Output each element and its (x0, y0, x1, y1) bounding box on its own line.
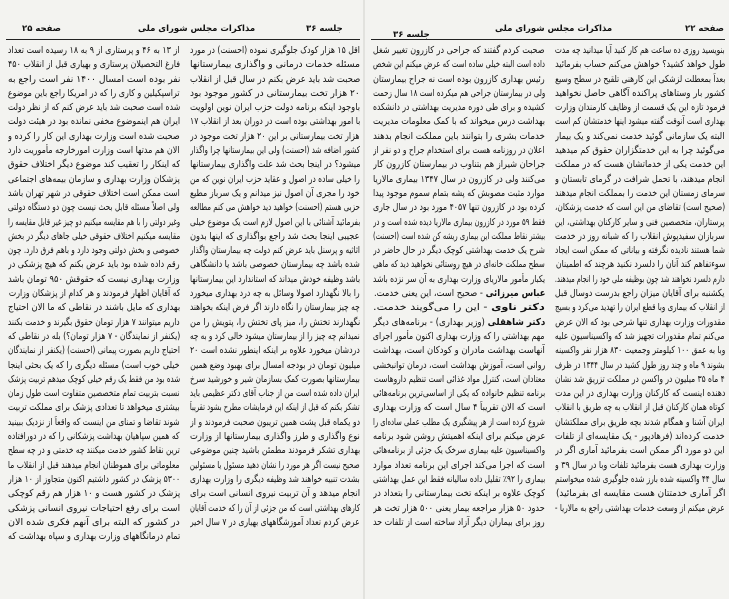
line-text: است که الان تقریباً ۴ سال است که وزارت بهداری (373, 402, 545, 414)
text-line (373, 244, 545, 258)
running-title: مذاکرات مجلس شورای ملی (495, 24, 613, 34)
line-text: خدمات بشری را بتوانند باین مملکت انجام بدهند (373, 130, 545, 142)
text-line (373, 273, 545, 287)
text-line (190, 144, 360, 158)
line-text: مسئله خدمات درمانی و واگذاری بیمارستانها (190, 59, 360, 71)
line-text: البته یک سازمانی گوئید خدمت نمی‌کند و یک بیمار (555, 130, 725, 142)
text-line (373, 287, 545, 301)
line-text: صحبت شده است وزارت بهداری این کار را کرده و (8, 130, 180, 142)
line-text: بیمارستانها بصورت کمک بسازمان شیر و خورشید سرخ (190, 373, 360, 385)
text-line (190, 287, 360, 301)
line-text: با امور بهداشتی بوده است در دوران بعد از انقلاب ۱۷ (190, 116, 360, 128)
text-line (190, 316, 360, 330)
text-line (190, 87, 360, 101)
text-line (373, 258, 545, 272)
line-text: می‌کنم تمام مقدورات تجهیز شد که واکسیناسیون علیه (555, 330, 725, 342)
line-text: است برای رفع احتیاجات نیروی انسانی پزشکی (8, 502, 180, 514)
line-text: ولی اصلاً مسئله قابل بحث نیست چون دو دستگاه دولتی (8, 202, 180, 214)
text-line (373, 216, 545, 230)
text-line (8, 73, 180, 87)
text-line (373, 459, 545, 473)
line-text: است که اجرا می‌کند اجرای این برنامه تعداد موارد (373, 459, 545, 471)
text-line (190, 344, 360, 358)
text-line (555, 87, 725, 101)
line-text: کارهای بهداشتی است که من جزئی از آن را که خدمت آقایان (190, 502, 360, 514)
line-text: کشور بار وستاهای پراکنده آگاهی حاصل نخواهید (555, 87, 725, 99)
line-text: بشدت تنبیه خواهند شد وظیفه دیگری را وزارت بهداری (190, 473, 360, 485)
line-text: چه چیز بیمارستان را نگاه دارند اگر فرض اینکه بخواهند (190, 302, 360, 314)
text-line (8, 216, 180, 230)
line-text: حزبی هستم (احسنت) خواهید دید خواهش می کنم مطالعه (190, 202, 360, 214)
text-line (555, 73, 725, 87)
line-text: بنویسید روزی ده ساعت هم کار کنید آیا میدانید چه مدت (555, 45, 725, 56)
line-text: صحیح نیست اگر هر مورد را نشان دهید مسئول یا مسئولین (190, 459, 360, 471)
line-text: این دو مورد اگر ممکن است بفرمائید آماری اگر در (555, 445, 725, 457)
line-text: بیشتر نقاط مملکت این بیماری ریشه کن شده است (احسنت) (373, 230, 545, 242)
line-text: میلیون تومان در بودجه امسال برای بهبود وضع همین (190, 359, 360, 371)
text-line (190, 473, 360, 487)
line-text: ۴ ماه ۳۵ میلیون در واکسن در مملکت تزریق شد نشان (555, 373, 725, 385)
text-line (555, 187, 725, 201)
text-line (190, 502, 360, 516)
line-text: باوجود اینکه برنامه دولت حزب ایران نوین اولویت (190, 102, 360, 114)
text-line (373, 502, 545, 516)
text-line (8, 387, 180, 401)
text-line (8, 459, 180, 473)
line-text: بهداری که مایل باشند در نقاطی که ما الان احتیاج (8, 302, 180, 314)
line-text: مهم بهداشتی را که وزارت بهداری اکنون مأمور اجرای (373, 330, 545, 342)
right-page (365, 0, 729, 599)
text-line (190, 487, 360, 501)
line-text: اگر آماری خدمتتان هست مقایسه ای بفرمائید) (555, 488, 725, 500)
line-text: فارغ التحصیلان پرستاری و بهیاری قبل از انقلاب ۴۵۰ (8, 59, 180, 71)
text-line (190, 58, 360, 72)
text-line (190, 387, 360, 401)
line-text: در کشور که البته برای آنهم فکری شده الان (8, 516, 180, 528)
text-line (8, 373, 180, 387)
line-text: بیشتری میخواهد تا تعدادی پزشک برای مملکت تربیت (8, 402, 180, 414)
line-text: شروع کرده است از هر پیشگیری یک مطلب عملی ساده‌ای را (373, 416, 545, 428)
text-column-right (555, 44, 725, 516)
line-text: فقط ۵۹ مورد در کازرون بیماری مالاریا دیده شده است و در (373, 216, 545, 228)
line-text: احتیاج داریم بصورت پیمانی (احسنت) (یکنفر از نمایندگان (8, 345, 180, 357)
line-text: نسبت بتربیت تمام متخصصین متفاوت است طول زمان (8, 388, 180, 400)
text-line (8, 158, 180, 172)
line-text: میشود؟ در اینجا بحث شد علت واگذاری بیمارستانها (190, 159, 360, 171)
text-line (8, 401, 180, 415)
text-line (373, 401, 545, 415)
text-line (555, 216, 725, 230)
line-text: (صحیح است) تقاضای من این است که خدمت پزشکان، (555, 202, 725, 214)
text-line (8, 502, 180, 516)
line-text: خصوصی و بخش دولتی وجود دارد و باهم فرق دارد. چون (8, 245, 180, 257)
speaker-line (373, 301, 545, 315)
text-line (555, 416, 725, 430)
speech-text: (وزیر بهداری) - برنامه‌های دیگر (373, 316, 488, 328)
text-line (555, 502, 725, 516)
text-line (190, 101, 360, 115)
line-text: جراحان شیراز هم بتناوب در بیمارستان کازرون کار (373, 159, 545, 171)
line-text: که همین سپاهیان بهداشت پزشکانی را که در دورافتاده (8, 431, 180, 443)
text-line (8, 330, 180, 344)
text-line (190, 273, 360, 287)
text-column-left (373, 44, 545, 530)
line-text: این خدمت یکی از خدماتشان هست که در مملکت (555, 159, 725, 171)
line-text: رئیس بهداری کازرون بوده است نه جراح بیمارستان (373, 73, 545, 85)
running-title: مذاکرات مجلس شورای ملی (138, 24, 256, 34)
text-line (190, 430, 360, 444)
text-line (190, 115, 360, 129)
line-text: موارد مثبت مصوبش که پشه بتمام سموم موجود پیدا (373, 187, 545, 199)
line-text: وبا به عمق ۱۰۰ کیلومتر وجمعیت ۸۳۰ هزار نفر واکسینه (555, 345, 725, 357)
text-line (555, 201, 725, 215)
line-text: سال ۴۴ واکسینه شده بارز شده جلوگیری شده میخواستم (555, 473, 725, 485)
page-number: صفحه ۲۲ (685, 24, 724, 34)
text-line (190, 173, 360, 187)
text-line (8, 273, 180, 287)
text-line (373, 130, 545, 144)
text-line (190, 216, 360, 230)
text-line (555, 158, 725, 172)
header-rule (371, 39, 725, 40)
text-line (373, 387, 545, 401)
text-line (190, 416, 360, 430)
text-line (8, 201, 180, 215)
line-text: می‌کنند ولی در کازرون در سال ۱۳۴۷ بیماری مالاریا (373, 173, 545, 185)
line-text: انجام میدهند، با تحمل شرافت در گرمای تابستان و (555, 173, 725, 185)
text-line (190, 201, 360, 215)
text-line (555, 144, 725, 158)
text-line (8, 244, 180, 258)
line-text: سرمای زمستان این خدمت را بمملکت انجام میدهند (555, 187, 725, 199)
text-line (190, 73, 360, 87)
text-line (555, 344, 725, 358)
line-text: سربازان سفیدپوش انقلاب را که شبانه روز در خدمت (555, 230, 725, 242)
line-text: سطح مملکت خانه‌ای در هیچ روستائی نخواهید دید که ماهی (373, 259, 545, 271)
line-text: وغیر دولتی را با هم مقایسه میکنیم دو چیز غیر قابل مقایسه را (8, 216, 180, 228)
line-text: بفرمائید آشنائی با این اصول لازم است یک موضوع خیلی (190, 216, 360, 228)
text-line (190, 244, 360, 258)
text-line (373, 230, 545, 244)
line-text: ۵۳۰۰ پزشک در کشور داشتیم اکنون متجاوز از ۱۰ هزار (8, 473, 180, 485)
line-text: نگهدارند تختش را، میز پای تختش را، پتویش را من (190, 316, 360, 328)
line-text: سوءتفاهم کند آنان را دلسرد نکنید هرچند که اطمینان (555, 259, 725, 271)
text-line (373, 330, 545, 344)
text-line (555, 373, 725, 387)
left-page (0, 0, 364, 599)
line-text: ۲۰ هزار تخت بیمارستانی در کشور موجود بود (190, 87, 360, 99)
line-text: معتادان است، کنترل مواد غذائی است تنظیم داروهاست (373, 373, 545, 385)
line-text: ایران داده شده است من از جناب آقای دکتر عظیمی باید (190, 388, 360, 400)
text-line (8, 287, 180, 301)
line-text: بهداری تشکر فرمودند مطمئن باشید چنین موضوعی (190, 445, 360, 457)
text-line (373, 158, 545, 172)
line-text: یکشنبه برای آقایان میزان راجع بدرست دوسال قبل (555, 288, 725, 300)
text-line (373, 359, 545, 373)
text-line (190, 459, 360, 473)
text-line (555, 316, 725, 330)
line-text: خدمت کرده‌اند (فرهادپور - یک مقایسه‌ای از تلفات (555, 431, 725, 443)
text-line (190, 230, 360, 244)
line-text: باشد وظیفه خودش میداند که استاندارد این بیمارستانها (190, 273, 360, 285)
line-text: پرستاران، متخصصین فنی و سایر کارکنان بهداشتی، این (555, 216, 725, 228)
text-line (8, 115, 180, 129)
text-line (8, 487, 180, 501)
text-line (190, 516, 360, 530)
line-text: شده است صحبت شد باید عرض کنم که از نظر دولت (8, 102, 180, 114)
line-text: ولی در بیمارستان جراحی هم میکرده است ۱۸ سال زحمت (373, 87, 545, 99)
text-line (8, 230, 180, 244)
text-line (373, 73, 545, 87)
text-line (373, 301, 545, 315)
text-line (373, 487, 545, 501)
text-line (8, 516, 180, 530)
line-text: از انقلاب که بیماری وبا قطع ایران را تهدید می‌کرد و بسیج (555, 302, 725, 314)
text-line (8, 430, 180, 444)
text-line (8, 144, 180, 158)
line-text: کوتاه همان کارکنان قبل از انقلاب به چه طریق با انقلاب (555, 402, 725, 414)
line-text: اثاثیه و پرسنل باید عرض کنم دولت چه بیمارستان واگذار (190, 245, 360, 257)
text-line (190, 44, 360, 58)
text-line (555, 230, 725, 244)
line-text: کشور اضافه شد (احسنت) ولی این بیمارستانها چرا واگذار (190, 145, 360, 157)
text-line (373, 115, 545, 129)
text-line (555, 287, 725, 301)
speaker-name: عباس میرزائی (485, 288, 545, 300)
text-line (555, 430, 725, 444)
text-line (8, 44, 180, 58)
line-text: وزارت بهداری هست بفرمائید تلفات وبا در سال ۳۹ و (555, 459, 725, 471)
line-text: ترین نقاط کشور خدمت میکنند چه خدمتی و در چه سطح (8, 445, 180, 457)
line-text: داده است البته خیلی ساده است که عرض میکنم این شخص (373, 59, 545, 71)
text-line (555, 115, 725, 129)
line-text: معلوماتی برای هموطنان انجام میدهند قبل از انقلاب ما (8, 459, 180, 471)
text-line (8, 444, 180, 458)
line-text: یکبار مأمور مالاریای وزارت بهداری به آن سر نزده باشد (373, 273, 545, 285)
text-line (190, 444, 360, 458)
text-line (190, 258, 360, 272)
text-line (8, 530, 180, 544)
line-text: تشکر بکنم که قبل از اینکه این فرمایشات مطرح بشود تقریباً (190, 402, 360, 414)
text-line (373, 430, 545, 444)
line-text: نوع واگذاری و طرز واگذاری بیمارستانها از وزارت (190, 431, 360, 443)
line-text: رقم داده شده بود باید عرض بکنم که هیچ پزشکی در (8, 259, 180, 271)
text-line (373, 444, 545, 458)
text-line (555, 387, 725, 401)
line-text: طول خواهد کشید؟ خواهش می‌کنم حساب بفرمائید (555, 59, 725, 71)
line-text: حدود ۵۰ هزار مراجعه بیمار یعنی ۵۰۰ هزار تخت هر (373, 502, 545, 514)
text-line (190, 401, 360, 415)
line-text: آنهاست بهداشت مادران و کودکان است، بهداشت (373, 345, 545, 357)
text-line (555, 258, 725, 272)
text-line (190, 373, 360, 387)
text-line (8, 101, 180, 115)
line-text: شده بود من فقط یک رقم خیلی کوچک میدهم تربیت پزشک (8, 373, 180, 385)
text-line (555, 459, 725, 473)
text-line (373, 516, 545, 530)
text-line (555, 359, 725, 373)
line-text: که اینکار را تعقیب کند موضوع دیگر اختلاف حقوق (8, 159, 180, 171)
text-line (373, 316, 545, 330)
line-text: عجیبی اینجا بحث شد راجع بواگذاری که اینها بدون (190, 230, 360, 242)
text-line (555, 244, 725, 258)
line-text: ایران آشنا و همگام شدند بچه طریق برای مملکتشان (555, 416, 725, 428)
line-text: داریم میتوانند ۷ هزار تومان حقوق بگیرند و خدمت بکنند (8, 316, 180, 328)
line-text: عرض میکنم برای اینکه اهمیتش روشن شود برنامه (373, 431, 545, 443)
line-text: الان هم مدتها است وزارت امورخارجه مأموریت دارد (8, 145, 180, 157)
text-line (8, 316, 180, 330)
text-line (555, 58, 725, 72)
speaker-line (373, 287, 545, 301)
line-text: صحبت کردم گفتند که جراحی در کازرون تغییر شغل (373, 45, 545, 56)
line-text: دهنده اینست که کارکنان وزارت بهداری در این مدت (555, 388, 725, 400)
text-line (8, 258, 180, 272)
line-text: پزشک در کشور هست و ۱۰ هزار هم رقم کوچکی (8, 488, 180, 500)
text-line (190, 158, 360, 172)
text-line (190, 187, 360, 201)
line-text: بهداشت درس میخواند که با کمک معلومات مدیریت (373, 116, 545, 128)
line-text: شما هستند نادیده نگرفته و بیاناتی که ممکن است ایجاد (555, 245, 725, 257)
line-text: خیلی خوب است) مسئله دیگری را که یک بحثی اینجا (8, 359, 180, 371)
text-line (8, 130, 180, 144)
line-text: شده باشد چه بیمارستان خصوصی باشد یا دانشگاهی (190, 259, 360, 271)
text-line (8, 173, 180, 187)
line-text: کوچک علاوه بر اینکه تخت بیمارستانی را بتعداد در (373, 488, 545, 500)
line-text: مقدورات وزارت بهداری تنها شرحی بود که الان عرض (555, 316, 725, 328)
text-line (555, 130, 725, 144)
text-column-right (190, 44, 360, 530)
line-text: مقایسه میکنیم اختلاف حقوقی خیلی جاهای دیگر در بخش (8, 230, 180, 242)
line-text: اعلان در روزنامه هست برای استخدام جراح و دو نفر از (373, 145, 545, 157)
line-text: وزارت بهداری نیست که حقوقش ۹۵۰ تومان باشد (8, 273, 180, 285)
line-text: عرض کردم تعداد آموزشگاههای بهیاری در ۷ سال اخیر (190, 516, 360, 528)
line-text: انجام میدهد و آن تربیت نیروی انسانی است برای (190, 488, 360, 500)
speaker-name: دکتر شاهقلی (487, 316, 545, 328)
text-line (8, 301, 180, 315)
text-line (555, 487, 725, 501)
text-line (8, 473, 180, 487)
text-line (555, 44, 725, 58)
text-line (373, 416, 545, 430)
text-line (555, 444, 725, 458)
text-column-left (8, 44, 180, 544)
line-text: از ۱۳ به ۴۶ و پرستاری از ۹ به ۱۸ رسیده است تعداد (8, 45, 180, 56)
text-line (190, 330, 360, 344)
line-text: بیماری را ۹۲٪ تقلیل داده سالیانه فقط این عمل بهداشتی (373, 473, 545, 485)
text-line (190, 301, 360, 315)
line-text: فرمود تازه این یک قسمت از وظایف کارمندان وزارت (555, 102, 725, 114)
line-text: دارم دلسرد نخواهند شد چون بوظیفه ملی خود را انجام میدهند. (555, 273, 725, 285)
text-line (373, 473, 545, 487)
text-line (190, 359, 360, 373)
line-text: دو یکماه قبل پشت همین تریبون صحبت فرمودند و از (190, 416, 360, 428)
line-text: تمام درمانگاههای وزارت بهداری و سپاه بهداشت که (8, 531, 180, 543)
session-number: جلسه ۳۶ (393, 30, 430, 40)
text-line (373, 144, 545, 158)
line-text: تراسپکیلین و کاری را که در امریکا راجع باین موضوع (8, 87, 180, 99)
line-text: برنامه تنظیم خانواده که یکی از اساسی‌ترین برنامه‌هائی (373, 388, 545, 400)
text-line (373, 201, 545, 215)
line-text: شوند تقاضا و تمنای من اینست که واقعاً از نزدیک ببینید (8, 416, 180, 428)
text-line (8, 58, 180, 72)
line-text: روانی است، آموزش بهداشت است، درمان توانبخشی (373, 359, 545, 371)
speech-text: - صحیح است، این یعنی خدمت. (373, 288, 486, 300)
text-line (8, 344, 180, 358)
line-text: صحبت شد باید عرض بکنم در سال قبل از انقلاب (190, 73, 360, 85)
speech-text: - این را می‌گویند خدمت. (373, 302, 492, 314)
line-text: خود را مجری آن اصول نیز میدانم و یک سرباز مطیع (190, 187, 360, 199)
text-line (373, 87, 545, 101)
text-line (555, 101, 725, 115)
line-text: کرده بود در کازرون تنها ۴۰۵۷ مورد بود در سال جاری (373, 202, 545, 214)
text-line (555, 330, 725, 344)
line-text: نفر بوده است امسال ۱۴۰۰ نفر است راجع به (8, 73, 180, 85)
line-text: دردشان میخورد علاوه بر اینکه اینطور نشده است ۲۰ (190, 345, 360, 357)
line-text: هزار تخت بیمارستانی بر این ۲۰ هزار تخت موجود در (190, 130, 360, 142)
text-line (555, 473, 725, 487)
line-text: که آقایان اظهار فرمودند و هر کدام از پزشکان وزارت (8, 288, 180, 300)
line-text: بعداً بمعطلت لزشکی این کارهنی تلقیح در سطح وسیع (555, 73, 725, 85)
text-line (8, 359, 180, 373)
line-text: ایران هم اینموضوع مخفی نمانده بود در هیئت دولت (8, 116, 180, 128)
page-number: صفحه ۲۵ (22, 24, 61, 34)
line-text: را بالا نگهدارد اصولا وسائل به چه درد بهداری میخورد (190, 288, 360, 300)
line-text: (یکنفر از نمایندگان - ۷ هزار تومان؟) بله در نقاطی که (8, 330, 180, 342)
text-line (8, 187, 180, 201)
text-line (555, 401, 725, 415)
line-text: بشوند ۹ ماه و چند روز طول کشید در سال ۱۳۴۴ در ظرف (555, 359, 725, 371)
text-line (555, 173, 725, 187)
session-number: جلسه ۳۶ (306, 24, 343, 34)
text-line (373, 44, 545, 58)
line-text: را خیلی ساده در اصول و عقاید حزب ایران نوین که من (190, 173, 360, 185)
line-text: شرح یک خدمت بهداشتی کوچک دیگر در حال حاضر در (373, 245, 545, 257)
text-line (555, 273, 725, 287)
line-text: اقل ۱۵ هزار کودک جلوگیری نموده (احسنت) در مورد (190, 45, 360, 56)
text-line (373, 101, 545, 115)
text-line (373, 58, 545, 72)
line-text: روز برای بیماران دیگر آزاد ساخته است از تلفات حد (373, 516, 545, 528)
line-text: بهداری است آنوقت گفته میشود اینها خدمتشان کم است (555, 116, 725, 128)
header-rule (6, 39, 360, 40)
text-line (373, 344, 545, 358)
text-line (8, 87, 180, 101)
line-text: عرض میکنم از وسعت خدمات بهداشتی راجع به مالاریا - (555, 502, 725, 514)
text-line (555, 301, 725, 315)
text-line (373, 187, 545, 201)
line-text: نمیدانم چه چیز را از بیمارستان میشود خالی کرد و به چه (190, 330, 360, 342)
line-text: واکسیناسیون علیه بیماری سرخک یک جزئی از برنامه‌هائی (373, 445, 545, 457)
line-text: می‌گوئید چرا به این خدمتگزاران حقوق کم میدهید (555, 145, 725, 157)
text-line (373, 173, 545, 187)
line-text: کشیده و برای طی دوره مدیریت بهداشتی در دانشکده (373, 102, 545, 114)
speaker-name: دکتر ناوی (491, 302, 545, 314)
line-text: پزشکان وزارت بهداری و سازمان بیمه‌های اجتماعی (8, 173, 180, 185)
line-text: است ممکن است اختلاف حقوقی در شهر تهران باشد (8, 187, 180, 199)
text-line (373, 373, 545, 387)
text-line (8, 416, 180, 430)
text-line (190, 130, 360, 144)
speaker-line (373, 316, 545, 330)
